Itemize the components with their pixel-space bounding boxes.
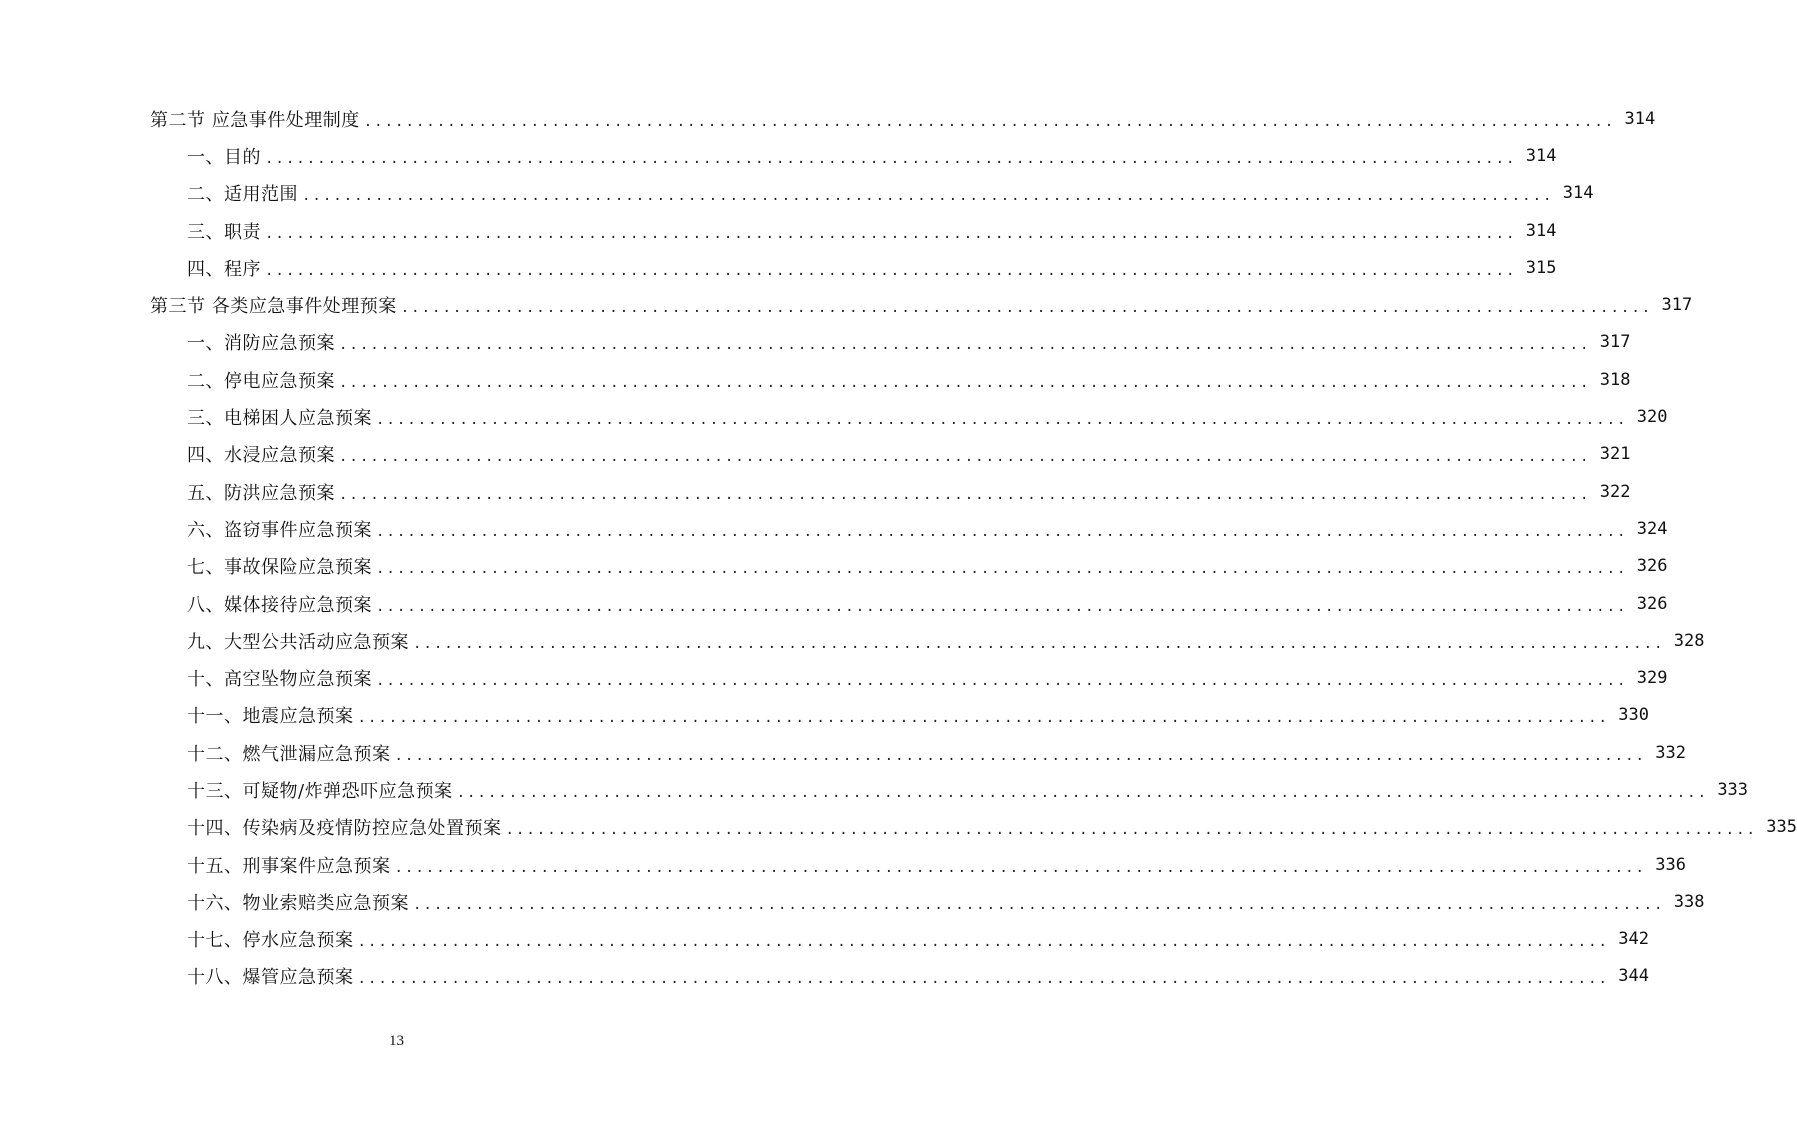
toc-subsection-entry[interactable] [150,809,1797,846]
toc-entry-title: 七、事故保险应急预案 [187,557,372,579]
toc-dot-leader: ........................................................................................................................ [265,150,1517,167]
toc-entry-page: 338 [1673,891,1705,912]
toc-dot-leader: ........................................................................................................................ [357,934,1609,951]
toc-entry-title: 十七、停水应急预案 [187,930,354,952]
toc-subsection-entry[interactable] [150,958,1649,995]
toc-subsection-entry[interactable] [150,436,1631,473]
toc-entry-page: 320 [1636,407,1668,428]
toc-dot-leader: ........................................................................................................................ [339,449,1591,466]
toc-subsection-entry[interactable] [150,921,1649,958]
table-of-contents [150,100,1797,995]
toc-dot-leader: ........................................................................................................................ [339,374,1591,391]
toc-dot-leader: ........................................................................................................................ [376,598,1628,615]
toc-subsection-entry[interactable] [150,473,1631,510]
toc-dot-leader: ........................................................................................................................ [302,188,1554,205]
toc-entry-title: 第二节 应急事件处理制度 [150,109,360,131]
toc-dot-leader: ........................................................................................................................ [400,300,1653,317]
toc-entry-title: 一、消防应急预案 [187,333,335,355]
toc-subsection-entry[interactable] [150,249,1557,286]
toc-entry-page: 314 [1525,220,1557,241]
toc-section-entry[interactable] [150,100,1656,137]
toc-entry-page: 328 [1673,630,1705,651]
toc-subsection-entry[interactable] [150,398,1668,435]
toc-entry-title: 十三、可疑物/炸弹恐吓应急预案 [187,780,453,802]
toc-entry-page: 329 [1636,668,1668,689]
toc-dot-leader: ........................................................................................................................ [357,710,1609,727]
toc-section-entry[interactable] [150,286,1693,323]
toc-entry-title: 十二、燃气泄漏应急预案 [187,743,391,765]
toc-dot-leader: ........................................................................................................................ [376,523,1628,540]
toc-dot-leader: ........................................................................................................................ [376,673,1628,690]
toc-entry-title: 三、电梯困人应急预案 [187,408,372,430]
toc-entry-page: 314 [1525,145,1557,166]
toc-entry-page: 342 [1618,929,1649,950]
toc-dot-leader: ........................................................................................................................ [339,337,1591,354]
toc-entry-page: 317 [1661,295,1693,316]
toc-entry-page: 321 [1599,444,1631,465]
toc-subsection-entry[interactable] [150,585,1668,622]
toc-entry-page: 326 [1636,556,1668,577]
toc-subsection-entry[interactable] [150,659,1668,696]
toc-subsection-entry[interactable] [150,361,1631,398]
toc-subsection-entry[interactable] [150,883,1705,920]
toc-dot-leader: ........................................................................................................................ [265,225,1517,242]
toc-entry-page: 335 [1766,817,1797,838]
toc-entry-page: 330 [1618,705,1649,726]
toc-subsection-entry[interactable] [150,548,1668,585]
toc-subsection-entry[interactable] [150,510,1668,547]
toc-entry-page: 315 [1525,257,1557,278]
toc-entry-title: 十五、刑事案件应急预案 [187,855,391,877]
toc-entry-title: 六、盗窃事件应急预案 [187,519,372,541]
toc-entry-page: 336 [1655,854,1686,875]
toc-subsection-entry[interactable] [150,734,1686,771]
toc-subsection-entry[interactable] [150,846,1686,883]
toc-entry-page: 324 [1636,518,1668,539]
toc-entry-title: 十一、地震应急预案 [187,706,354,728]
toc-entry-title: 五、防洪应急预案 [187,482,335,504]
toc-dot-leader: ........................................................................................................................ [357,971,1609,988]
toc-entry-page: 314 [1562,183,1594,204]
toc-entry-page: 317 [1599,332,1631,353]
toc-subsection-entry[interactable] [150,212,1557,249]
toc-dot-leader: ........................................................................................................................ [505,822,1757,839]
toc-entry-page: 332 [1655,742,1686,763]
toc-subsection-entry[interactable] [150,137,1557,174]
toc-entry-title: 四、程序 [187,258,261,280]
toc-entry-title: 四、水浸应急预案 [187,445,335,467]
page-number: 13 [389,1033,404,1049]
toc-dot-leader: ........................................................................................................................ [394,859,1646,876]
toc-subsection-entry[interactable] [150,175,1594,212]
toc-entry-title: 三、职责 [187,221,261,243]
toc-dot-leader: ........................................................................................................................ [456,784,1709,801]
toc-entry-title: 二、停电应急预案 [187,370,335,392]
toc-entry-title: 第三节 各类应急事件处理预案 [150,296,397,318]
toc-entry-page: 318 [1599,369,1631,390]
toc-entry-title: 十八、爆管应急预案 [187,967,354,989]
toc-entry-page: 326 [1636,593,1668,614]
toc-entry-title: 九、大型公共活动应急预案 [187,631,409,653]
toc-dot-leader: ........................................................................................................................ [413,635,1665,652]
toc-entry-title: 二、适用范围 [187,184,298,206]
toc-dot-leader: ........................................................................................................................ [413,896,1665,913]
toc-entry-page: 314 [1624,108,1656,129]
toc-entry-page: 344 [1618,966,1649,987]
toc-subsection-entry[interactable] [150,324,1631,361]
toc-subsection-entry[interactable] [150,622,1705,659]
toc-dot-leader: ........................................................................................................................ [394,747,1646,764]
toc-dot-leader: ........................................................................................................................ [363,113,1616,130]
toc-dot-leader: ........................................................................................................................ [265,262,1517,279]
toc-dot-leader: ........................................................................................................................ [376,561,1628,578]
toc-entry-title: 八、媒体接待应急预案 [187,594,372,616]
toc-entry-title: 十、高空坠物应急预案 [187,669,372,691]
toc-entry-title: 一、目的 [187,146,261,168]
toc-subsection-entry[interactable] [150,697,1649,734]
toc-dot-leader: ........................................................................................................................ [376,412,1628,429]
toc-dot-leader: ........................................................................................................................ [339,486,1591,503]
toc-entry-page: 322 [1599,481,1631,502]
toc-entry-title: 十六、物业索赔类应急预案 [187,892,409,914]
toc-entry-title: 十四、传染病及疫情防控应急处置预案 [187,818,502,840]
toc-entry-page: 333 [1717,779,1749,800]
toc-subsection-entry[interactable] [150,771,1749,808]
